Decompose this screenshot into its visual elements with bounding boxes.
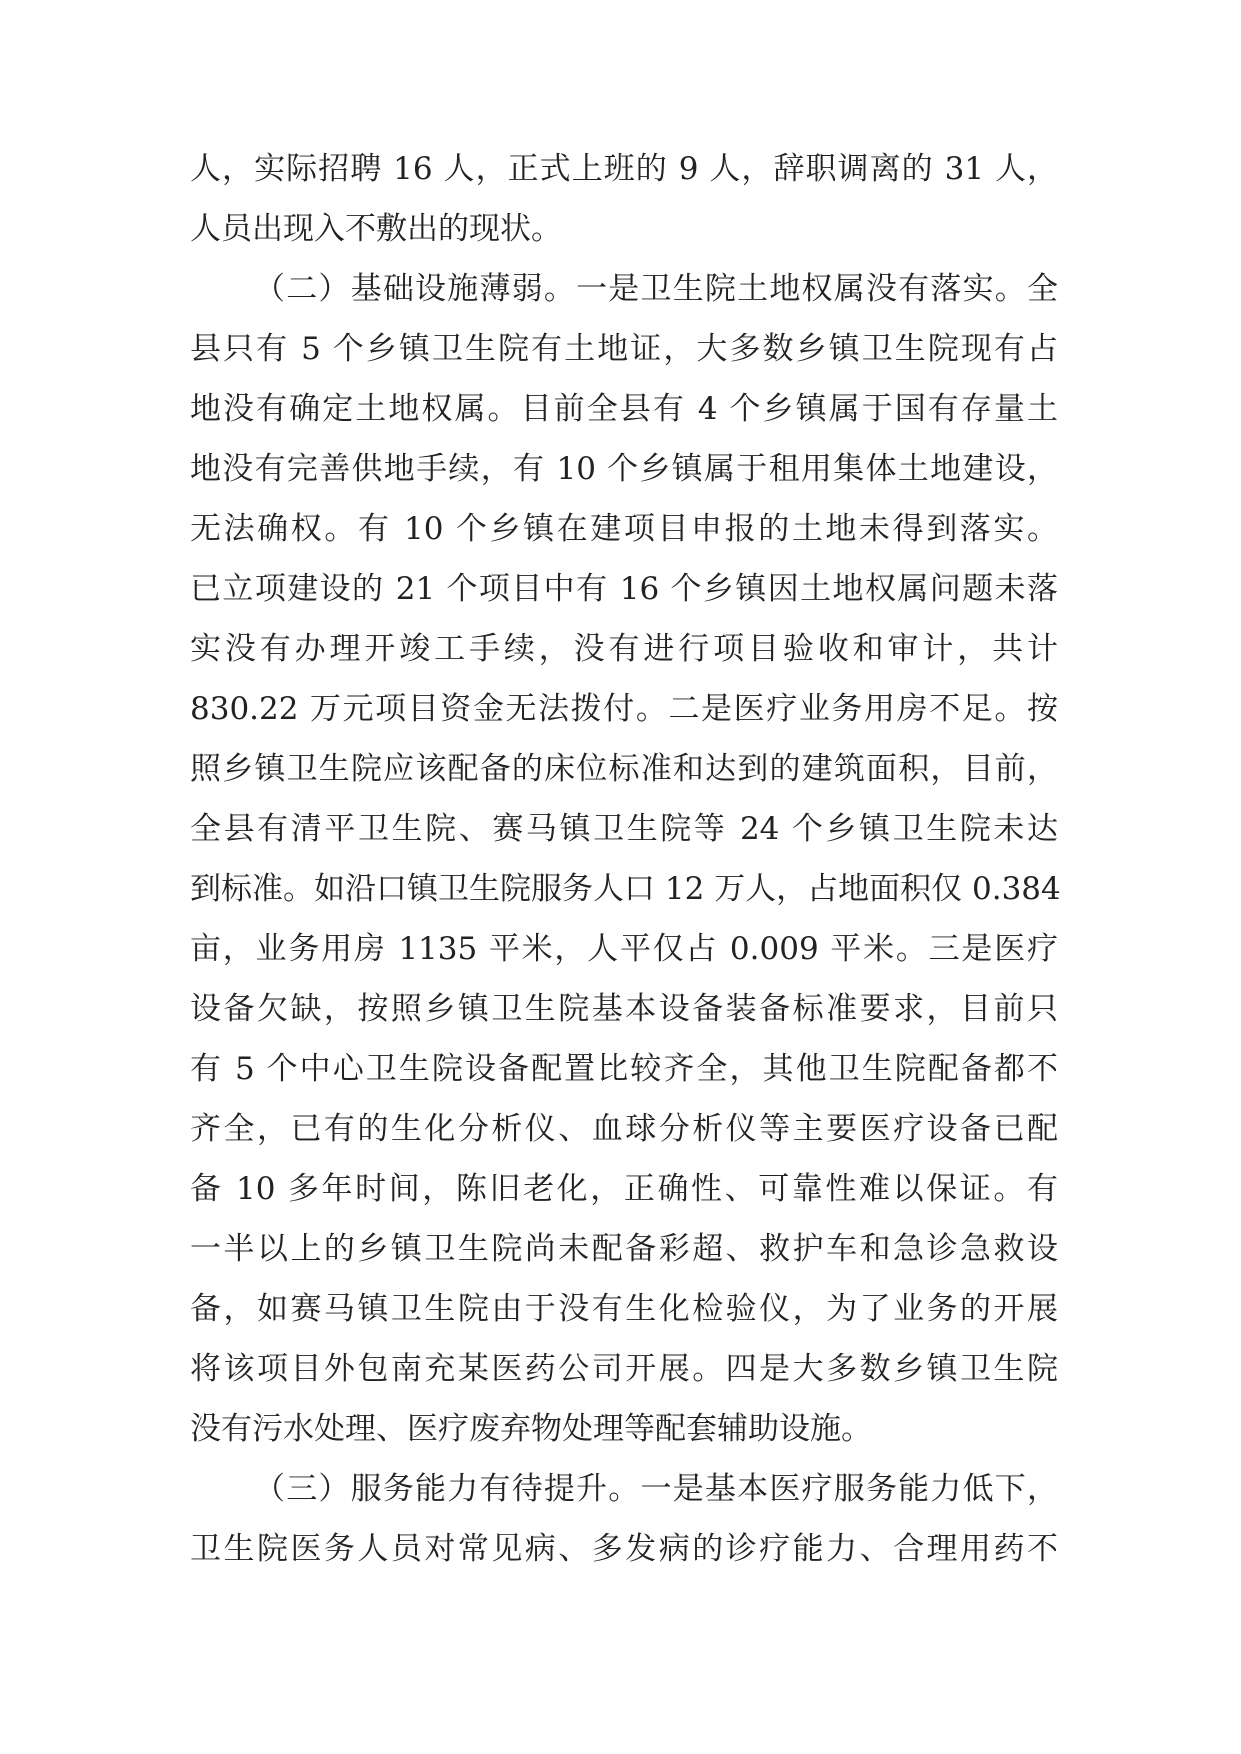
text-line: 到标准。如沿口镇卫生院服务人口 12 万人，占地面积仅 0.384 bbox=[190, 871, 1061, 907]
text-line: 地没有完善供地手续，有 10 个乡镇属于租用集体土地建设， bbox=[190, 451, 1058, 487]
text-line: 无法确权。有 10 个乡镇在建项目申报的土地未得到落实。 bbox=[190, 511, 1058, 547]
section-heading-line: （二）基础设施薄弱。一是卫生院土地权属没有落实。全 bbox=[254, 271, 1058, 307]
text-line: 实没有办理开竣工手续，没有进行项目验收和审计，共计 bbox=[190, 631, 1058, 667]
text-line: 亩，业务用房 1135 平米，人平仅占 0.009 平米。三是医疗 bbox=[190, 931, 1058, 967]
text-line: 备 10 多年时间，陈旧老化，正确性、可靠性难以保证。有 bbox=[190, 1171, 1058, 1207]
text-line: 将该项目外包南充某医药公司开展。四是大多数乡镇卫生院 bbox=[190, 1351, 1058, 1387]
text-line: 有 5 个中心卫生院设备配置比较齐全，其他卫生院配备都不 bbox=[190, 1051, 1058, 1087]
text-line: 设备欠缺，按照乡镇卫生院基本设备装备标准要求，目前只 bbox=[190, 991, 1058, 1027]
text-line: 地没有确定土地权属。目前全县有 4 个乡镇属于国有存量土 bbox=[190, 391, 1058, 427]
text-line: 齐全，已有的生化分析仪、血球分析仪等主要医疗设备已配 bbox=[190, 1111, 1058, 1147]
text-line: 备，如赛马镇卫生院由于没有生化检验仪，为了业务的开展 bbox=[190, 1291, 1058, 1327]
text-line: 照乡镇卫生院应该配备的床位标准和达到的建筑面积，目前， bbox=[190, 751, 1058, 787]
text-line: 县只有 5 个乡镇卫生院有土地证，大多数乡镇卫生院现有占 bbox=[190, 331, 1058, 367]
text-line: 全县有清平卫生院、赛马镇卫生院等 24 个乡镇卫生院未达 bbox=[190, 811, 1058, 847]
text-line: 没有污水处理、医疗废弃物处理等配套辅助设施。 bbox=[190, 1411, 872, 1447]
text-line: 卫生院医务人员对常见病、多发病的诊疗能力、合理用药不 bbox=[190, 1531, 1058, 1567]
text-line: 830.22 万元项目资金无法拨付。二是医疗业务用房不足。按 bbox=[190, 691, 1058, 727]
section-heading-line: （三）服务能力有待提升。一是基本医疗服务能力低下， bbox=[254, 1471, 1058, 1507]
text-line: 人员出现入不敷出的现状。 bbox=[190, 211, 562, 247]
text-line: 人，实际招聘 16 人，正式上班的 9 人，辞职调离的 31 人， bbox=[190, 151, 1058, 187]
text-line: 已立项建设的 21 个项目中有 16 个乡镇因土地权属问题未落 bbox=[190, 571, 1058, 607]
text-line: 一半以上的乡镇卫生院尚未配备彩超、救护车和急诊急救设 bbox=[190, 1231, 1058, 1267]
